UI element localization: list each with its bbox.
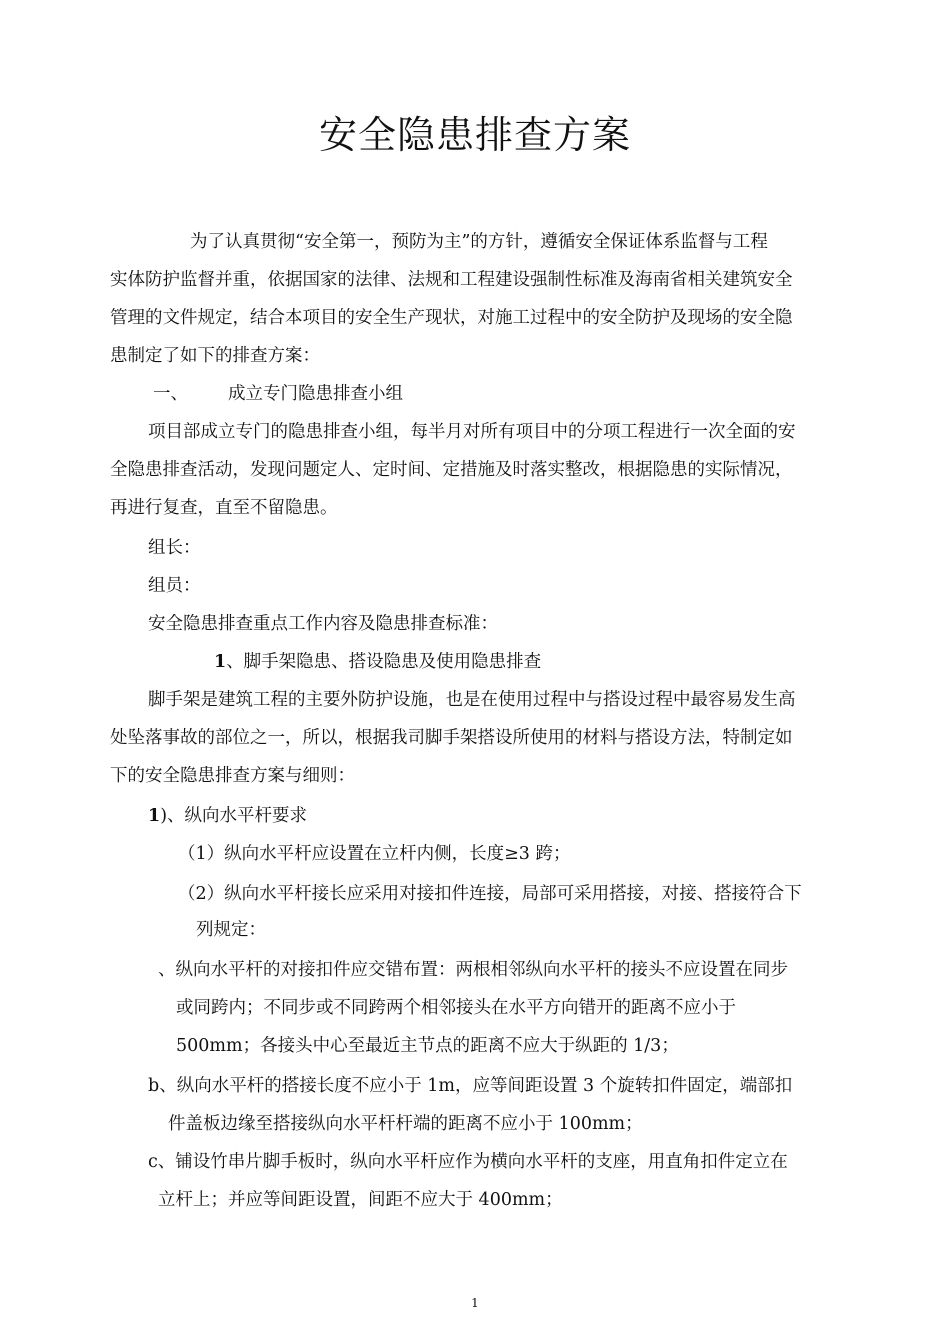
members-label: 组员： <box>148 576 201 596</box>
item-heading <box>148 804 850 828</box>
section-body-line: 再进行复查，直至不留隐患。 <box>110 498 338 518</box>
item-paragraph-line: 列规定： <box>196 920 266 940</box>
item-title: )、纵向水平杆要求 <box>160 806 308 826</box>
section-number: 一、 <box>153 384 188 404</box>
section-title: 成立专门隐患排查小组 <box>228 384 403 404</box>
intro-line: 为了认真贯彻“安全第一，预防为主”的方针，遵循安全保证体系监督与工程 <box>190 232 768 252</box>
rule-b-line: 件盖板边缘至搭接纵向水平杆杆端的距离不应小于 100mm； <box>168 1114 643 1134</box>
subsection-number: 1 <box>214 652 227 672</box>
rule-c-line: c、铺设竹串片脚手板时，纵向水平杆应作为横向水平杆的支座，用直角扣件定立在 <box>148 1152 788 1172</box>
item-number: 1 <box>148 806 161 826</box>
subsection-heading <box>214 650 850 674</box>
rule-a-line: 、纵向水平杆的对接扣件应交错布置：两根相邻纵向水平杆的接头不应设置在同步 <box>158 960 788 980</box>
rule-a-line: 500mm；各接头中心至最近主节点的距离不应大于纵距的 1/3； <box>176 1036 679 1056</box>
subsection-title: 、脚手架隐患、搭设隐患及使用隐患排查 <box>226 652 542 672</box>
intro-line: 患制定了如下的排查方案： <box>110 346 320 366</box>
item-paragraph: （1）纵向水平杆应设置在立杆内侧，长度≥3 跨； <box>178 844 571 864</box>
subsection-body-line: 下的安全隐患排查方案与细则： <box>110 766 355 786</box>
intro-line: 实体防护监督并重，依据国家的法律、法规和工程建设强制性标准及海南省相关建筑安全 <box>110 270 793 290</box>
leader-label: 组长： <box>148 538 201 558</box>
rule-a-line: 或同跨内；不同步或不同跨两个相邻接头在水平方向错开的距离不应小于 <box>176 998 736 1018</box>
section-body-line: 项目部成立专门的隐患排查小组，每半月对所有项目中的分项工程进行一次全面的安 <box>148 422 796 442</box>
section-body-line: 全隐患排查活动，发现问题定人、定时间、定措施及时落实整改，根据隐患的实际情况， <box>110 460 793 480</box>
rule-b-line: b、纵向水平杆的搭接长度不应小于 1m，应等间距设置 3 个旋转扣件固定，端部扣 <box>148 1076 793 1096</box>
intro-line: 管理的文件规定，结合本项目的安全生产现状，对施工过程中的安全防护及现场的安全隐 <box>110 308 793 328</box>
subsection-body-line: 处坠落事故的部位之一，所以，根据我司脚手架搭设所使用的材料与搭设方法，特制定如 <box>110 728 793 748</box>
page-title: 安全隐患排查方案 <box>318 113 631 157</box>
page-number: 1 <box>471 1296 479 1310</box>
focus-heading: 安全隐患排查重点工作内容及隐患排查标准： <box>148 614 498 634</box>
rule-c-line: 立杆上；并应等间距设置，间距不应大于 400mm； <box>158 1190 563 1210</box>
subsection-body-line: 脚手架是建筑工程的主要外防护设施，也是在使用过程中与搭设过程中最容易发生高 <box>148 690 796 710</box>
item-paragraph-line: （2）纵向水平杆接长应采用对接扣件连接，局部可采用搭接，对接、搭接符合下 <box>178 884 802 904</box>
